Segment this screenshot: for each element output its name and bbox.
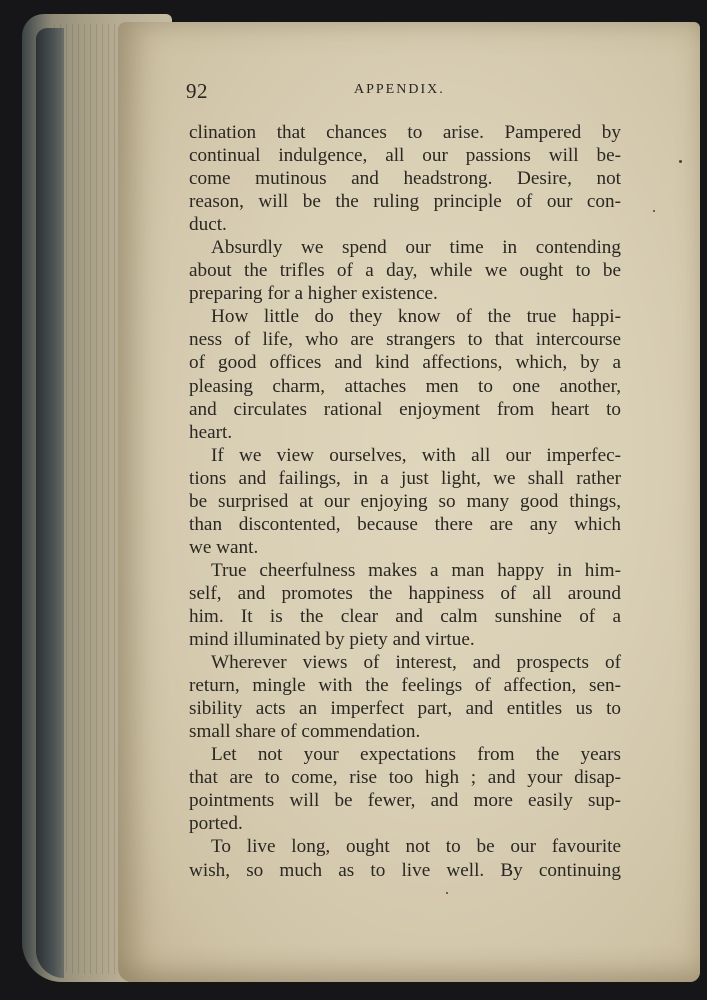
text-line: come mutinous and headstrong. Desire, not <box>189 168 621 190</box>
text-line: of good offices and kind affections, which, by a <box>189 352 621 374</box>
ink-speck <box>679 160 682 163</box>
text-line: Wherever views of interest, and prospects of <box>211 652 621 674</box>
text-line: continual indulgence, all our passions will be- <box>189 145 621 167</box>
text-line: reason, will be the ruling principle of our con- <box>189 191 621 213</box>
text-line: clination that chances to arise. Pampered by <box>189 122 621 143</box>
text-line: small share of commendation. <box>189 721 421 743</box>
text-line: about the trifles of a day, while we ought to be <box>189 260 621 282</box>
ink-speck <box>653 210 655 212</box>
body-text <box>189 121 621 882</box>
text-line: that are to come, rise too high ; and your disap- <box>189 767 621 789</box>
page-number: 92 <box>186 79 208 103</box>
text-line: we want. <box>189 536 259 558</box>
text-line: Absurdly we spend our time in contending <box>211 237 621 259</box>
text-line: ness of life, who are strangers to that intercourse <box>189 329 621 351</box>
page-heading: APPENDIX. <box>354 82 445 97</box>
text-line: him. It is the clear and calm sunshine of a <box>189 605 621 627</box>
text-line: duct. <box>189 214 227 236</box>
text-line: mind illuminated by piety and virtue. <box>189 629 475 651</box>
text-line: preparing for a higher existence. <box>189 283 438 305</box>
text-line: wish, so much as to live well. By continuing <box>189 859 621 881</box>
text-line: To live long, ought not to be our favourite <box>211 836 621 858</box>
running-head <box>186 79 616 105</box>
ink-speck <box>446 892 448 894</box>
text-line: ported. <box>189 813 243 835</box>
text-line: pleasing charm, attaches men to one another, <box>189 375 621 397</box>
text-line: return, mingle with the feelings of affection, sen- <box>189 675 621 697</box>
text-line: pointments will be fewer, and more easily sup- <box>189 790 621 812</box>
text-line: than discontented, because there are any which <box>189 513 621 535</box>
text-line: tions and failings, in a just light, we shall rather <box>189 467 621 489</box>
text-line: and circulates rational enjoyment from heart to <box>189 398 621 420</box>
text-line: heart. <box>189 421 233 443</box>
text-line: sibility acts an imperfect part, and entitles us to <box>189 698 621 720</box>
text-line: Let not your expectations from the years <box>211 744 621 766</box>
text-line: be surprised at our enjoying so many good things, <box>189 490 621 512</box>
text-line: How little do they know of the true happi- <box>211 306 621 328</box>
text-line: If we view ourselves, with all our imperfec- <box>211 444 621 466</box>
text-line: True cheerfulness makes a man happy in him- <box>211 559 621 581</box>
text-line: self, and promotes the happiness of all around <box>189 582 621 604</box>
